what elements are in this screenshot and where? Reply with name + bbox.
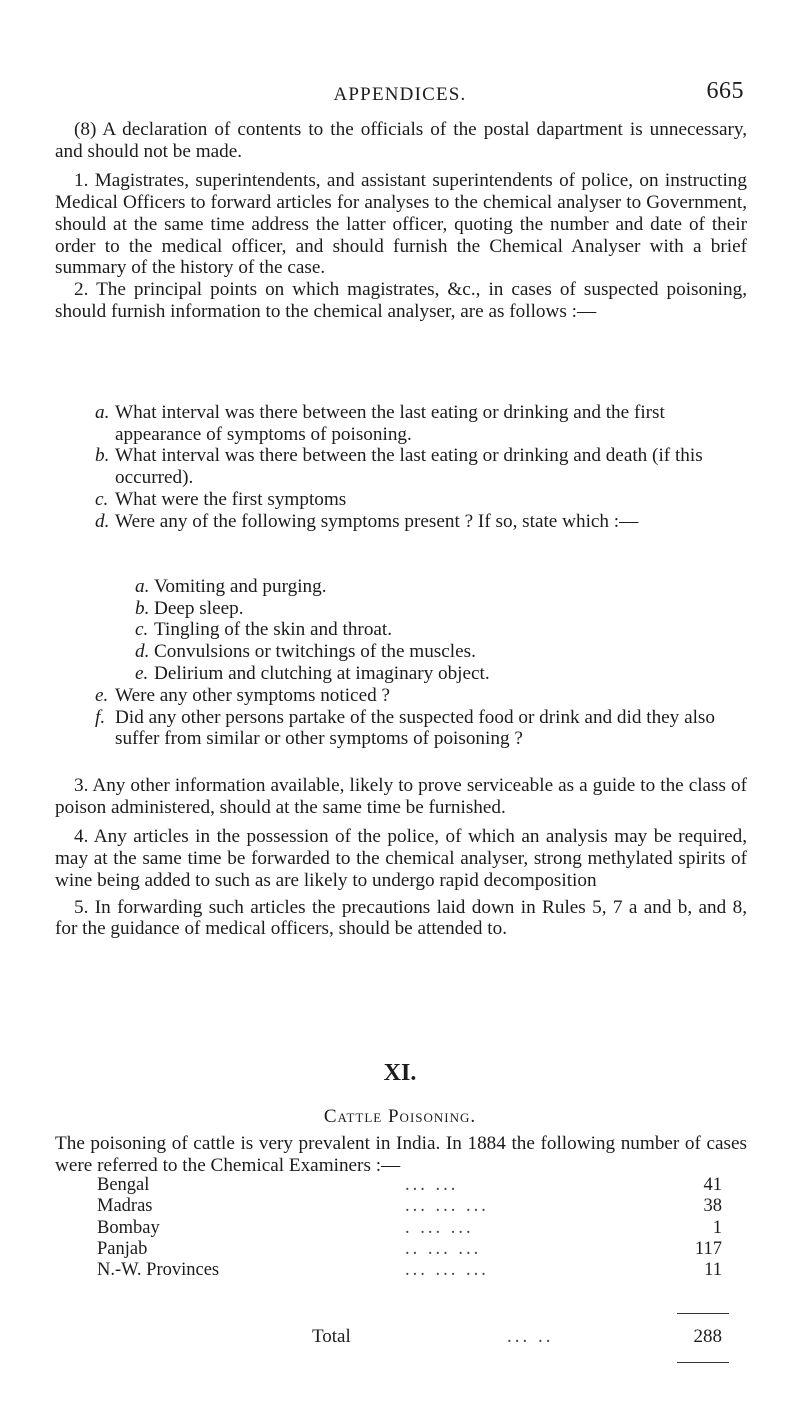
leader-dots: ... .. [507,1326,554,1347]
cases-table [97,1175,737,1281]
paragraph-3: 3. Any other information available, likely to prove serviceable as a guide to the class of poison administered, should at the same time be furnished. [55,775,747,818]
total-underline [677,1362,729,1363]
table-row [97,1196,737,1217]
leader-dots: .. ... ... [405,1238,482,1259]
questions-list [95,402,747,532]
paragraph-2: 2. The principal points on which magistrates, &c., in cases of suspected poisoning, should furnish information to the chemical analyser, are as follows :— [55,278,747,322]
leader-dots: ... ... [405,1175,459,1195]
table-row [97,1260,737,1281]
list-item: c. Tingling of the skin and throat. [135,619,393,641]
body-top [55,119,747,322]
list-item: e. Delirium and clutching at imaginary object. [135,662,490,684]
total-row [97,1326,737,1350]
list-item: b. What interval was there between the last eating or drinking and death (if this occurred). [95,445,703,489]
body-bottom [55,775,747,940]
case-count: 41 [703,1175,722,1195]
case-count: 1 [712,1217,722,1238]
province-name: Bengal [97,1175,150,1195]
page-number: 665 [706,78,744,104]
symptoms-list [135,576,747,685]
list-item: d. Were any of the following symptoms present ? If so, state which :— [95,510,639,532]
leader-dots: ... ... ... [405,1260,489,1281]
total-value: 288 [693,1326,722,1347]
table-row [97,1175,737,1196]
leader-dots: . ... ... [405,1217,474,1238]
province-name: Bombay [97,1217,160,1238]
leader-dots: ... ... ... [405,1196,489,1217]
sum-rule [677,1313,729,1314]
table-row [97,1218,737,1239]
paragraph-1: 1. Magistrates, superintendents, and assistant superintendents of police, on instructing Medical Officers to forward articles for analyses to the chemical analyser to Government, should at the same time address the latter officer, quoting the number and date of their order to the medical officer, and should furnish the Chemical Analyser with a brief summary of the history of the case. [55,170,747,279]
province-name: Panjab [97,1238,148,1259]
paragraph-5: 5. In forwarding such articles the precautions laid down in Rules 5, 7 a and b, and 8, for the guidance of medical officers, should be attended to. [55,896,747,940]
questions-list-continued [95,685,747,750]
paragraph-8: (8) A declaration of contents to the officials of the postal dapartment is unnecessary, and should not be made. [55,119,747,162]
case-count: 11 [704,1260,722,1281]
section-title: Cattle Poisoning. [323,1106,477,1127]
province-name: N.-W. Provinces [97,1260,220,1281]
section-number: XI. [383,1060,417,1086]
paragraph-4: 4. Any articles in the possession of the police, of which an analysis may be required, may at the same time be forwarded to the chemical analyser, strong methylated spirits of wine being added to such as are likely to undergo rapid decomposition [55,826,747,891]
list-item: f. Did any other persons partake of the suspected food or drink and did they also suffer from similar or other symptoms of poisoning ? [95,706,715,750]
list-item: a. What interval was there between the last eating or drinking and the first appearance of symptoms of poisoning. [95,402,665,445]
running-head [0,78,800,114]
case-count: 117 [694,1238,722,1259]
list-item: e. Were any other symptoms noticed ? [95,685,390,706]
case-count: 38 [703,1196,722,1217]
running-title: APPENDICES. [333,84,467,105]
section-intro: The poisoning of cattle is very prevalent in India. In 1884 the following number of cases were referred to the Chemical Examiners :— [55,1133,747,1176]
list-item: c. What were the first symptoms [95,488,347,510]
list-item: a. Vomiting and purging. [135,576,327,597]
province-name: Madras [97,1196,153,1217]
list-item: b. Deep sleep. [135,597,244,619]
list-item: d. Convulsions or twitchings of the muscles. [135,641,476,663]
table-row [97,1239,737,1260]
total-label: Total [312,1326,351,1347]
